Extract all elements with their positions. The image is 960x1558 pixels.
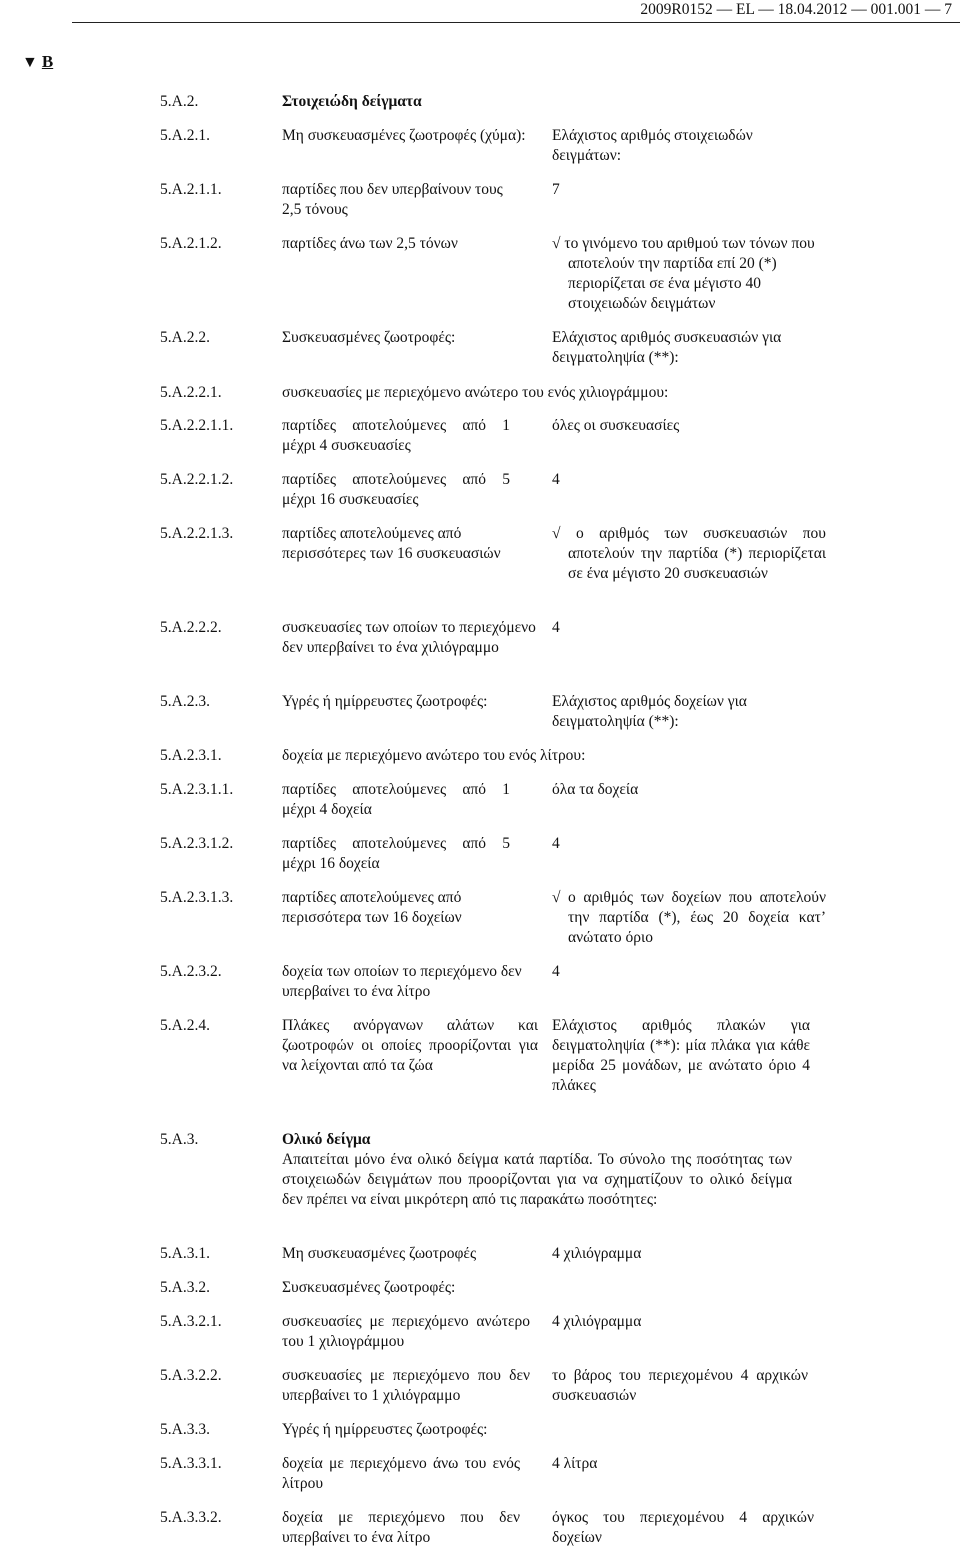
section-label: Συσκευασμένες ζωοτροφές:	[282, 1279, 456, 1296]
section-label: Υγρές ή ημίρρευστες ζωοτροφές:	[282, 1421, 488, 1438]
section-label: δοχεία με περιεχόμενο που δεν υπερβαίνει το ένα λίτρο	[282, 1509, 520, 1546]
section-code: 5.A.3.3.1.	[160, 1455, 222, 1472]
section-code: 5.A.2.3.1.	[160, 747, 222, 764]
section-value: Ελάχιστος αριθμός στοιχειωδών δειγμάτων:	[552, 127, 753, 164]
section-code: 5.A.2.2.2.	[160, 619, 222, 636]
section-code: 5.A.3.2.	[160, 1279, 210, 1296]
section-value: √ το γινόμενο του αριθμού των τόνων που αποτελούν την παρτίδα επί 20 (*) περιορίζεται σε ένα μέγιστο 40 στοιχειωδών δειγμάτων	[552, 235, 815, 312]
section-label: παρτίδες αποτελούμενες από 1 μέχρι 4 δοχεία	[282, 781, 510, 818]
section-value: Ελάχιστος αριθμός δοχείων για δειγματοληψία (**):	[552, 693, 747, 730]
section-label: δοχεία με περιεχόμενο άνω του ενός λίτρου	[282, 1455, 520, 1492]
section-code: 5.A.2.	[160, 93, 199, 110]
section-code: 5.A.3.3.	[160, 1421, 210, 1438]
section-label: παρτίδες αποτελούμενες από περισσότερες των 16 συσκευασιών	[282, 525, 501, 562]
section-code: 5.A.3.2.2.	[160, 1367, 222, 1384]
section-label: συσκευασίες με περιεχόμενο ανώτερο του ενός χιλιογράμμου:	[282, 384, 669, 401]
triangle-down-icon: ▼	[22, 54, 38, 71]
amendment-marker	[22, 52, 53, 73]
section-label: παρτίδες αποτελούμενες από 5 μέχρι 16 δοχεία	[282, 835, 510, 872]
section-value: όλα τα δοχεία	[552, 781, 639, 798]
section-label: δοχεία των οποίων το περιεχόμενο δεν υπερβαίνει το ένα λίτρο	[282, 963, 522, 1000]
section-code: 5.A.2.2.	[160, 329, 210, 346]
section-label: παρτίδες άνω των 2,5 τόνων	[282, 235, 458, 252]
section-label: συσκευασίες με περιεχόμενο ανώτερο του 1 χιλιογράμμου	[282, 1313, 530, 1350]
section-code: 5.A.2.3.	[160, 693, 210, 710]
section-value: 4	[552, 963, 560, 980]
section-code: 5.A.2.3.1.3.	[160, 889, 234, 906]
section-label: δοχεία με περιεχόμενο ανώτερο του ενός λίτρου:	[282, 747, 586, 764]
section-code: 5.A.2.1.1.	[160, 181, 222, 198]
section-code: 5.A.2.3.1.2.	[160, 835, 234, 852]
section-value: √ ο αριθμός των δοχείων που αποτελούν την παρτίδα (*), έως 20 δοχεία κατ’ ανώτατο όριο	[552, 889, 826, 946]
section-code: 5.A.3.1.	[160, 1245, 210, 1262]
section-label: παρτίδες αποτελούμενες από περισσότερα των 16 δοχείων	[282, 889, 462, 926]
section-label: Υγρές ή ημίρρευστες ζωοτροφές:	[282, 693, 488, 710]
section-value: 4	[552, 471, 560, 488]
section-value: √ ο αριθμός των συσκευασιών που αποτελούν την παρτίδα (*) περιορίζεται σε ένα μέγιστο 20 συσκευασιών	[552, 525, 826, 582]
section-label: συσκευασίες των οποίων το περιεχόμενο δεν υπερβαίνει το ένα χιλιόγραμμο	[282, 619, 536, 656]
section-heading: Στοιχειώδη δείγματα	[282, 93, 422, 110]
section-value: 7	[552, 181, 560, 198]
section-label: παρτίδες αποτελούμενες από 5 μέχρι 16 συσκευασίες	[282, 471, 510, 508]
section-label: Συσκευασμένες ζωοτροφές:	[282, 329, 456, 346]
section-code: 5.A.2.2.1.1.	[160, 417, 234, 434]
section-code: 5.A.3.3.2.	[160, 1509, 222, 1526]
section-code: 5.A.2.3.1.1.	[160, 781, 234, 798]
section-value: 4	[552, 835, 560, 852]
section-code: 5.A.2.2.1.2.	[160, 471, 234, 488]
section-label: παρτίδες που δεν υπερβαίνουν τους 2,5 τόνους	[282, 181, 503, 218]
section-value: όλες οι συσκευασίες	[552, 417, 680, 434]
section-code: 5.A.2.2.1.	[160, 384, 222, 401]
document-header: 2009R0152 — EL — 18.04.2012 — 001.001 — 7	[72, 0, 960, 23]
section-label: συσκευασίες με περιεχόμενο που δεν υπερβαίνει το 1 χιλιόγραμμο	[282, 1367, 530, 1404]
section-code: 5.A.2.1.	[160, 127, 210, 144]
marker-label: B	[41, 52, 54, 71]
section-code: 5.A.2.2.1.3.	[160, 525, 234, 542]
section-code: 5.A.2.4.	[160, 1017, 210, 1034]
section-code: 5.A.2.3.2.	[160, 963, 222, 980]
section-code: 5.A.2.1.2.	[160, 235, 222, 252]
section-heading: Ολικό δείγμα	[282, 1131, 371, 1148]
section-code: 5.A.3.	[160, 1131, 199, 1148]
section-label: παρτίδες αποτελούμενες από 1 μέχρι 4 συσκευασίες	[282, 417, 510, 454]
section-value: 4 χιλιόγραμμα	[552, 1245, 642, 1262]
section-value: όγκος του περιεχομένου 4 αρχικών δοχείων	[552, 1509, 814, 1546]
section-value: 4 λίτρα	[552, 1455, 598, 1472]
section-label: Πλάκες ανόργανων αλάτων και ζωοτροφών οι οποίες προορίζονται για να λείχονται από τα ζώα	[282, 1017, 538, 1074]
section-code: 5.A.3.2.1.	[160, 1313, 222, 1330]
section-label: Μη συσκευασμένες ζωοτροφές (χύμα):	[282, 127, 526, 144]
section-value: Ελάχιστος αριθμός συσκευασιών για δειγματοληψία (**):	[552, 329, 782, 366]
section-value: 4	[552, 619, 560, 636]
total-sample-paragraph: Απαιτείται μόνο ένα ολικό δείγμα κατά παρτίδα. Το σύνολο της ποσότητας των στοιχειωδών δειγμάτων που προορίζονται για να σχηματίζουν το ολικό δείγμα δεν πρέπει να είναι μικρότερη από τις παρακάτω ποσότητες:	[282, 1151, 792, 1208]
section-value: 4 χιλιόγραμμα	[552, 1313, 642, 1330]
section-value: Ελάχιστος αριθμός πλακών για δειγματοληψία (**): μία πλάκα για κάθε μερίδα 25 μονάδων, με ανώτατο όριο 4 πλάκες	[552, 1017, 810, 1094]
section-label: Μη συσκευασμένες ζωοτροφές	[282, 1245, 477, 1262]
section-value: το βάρος του περιεχομένου 4 αρχικών συσκευασιών	[552, 1367, 808, 1404]
